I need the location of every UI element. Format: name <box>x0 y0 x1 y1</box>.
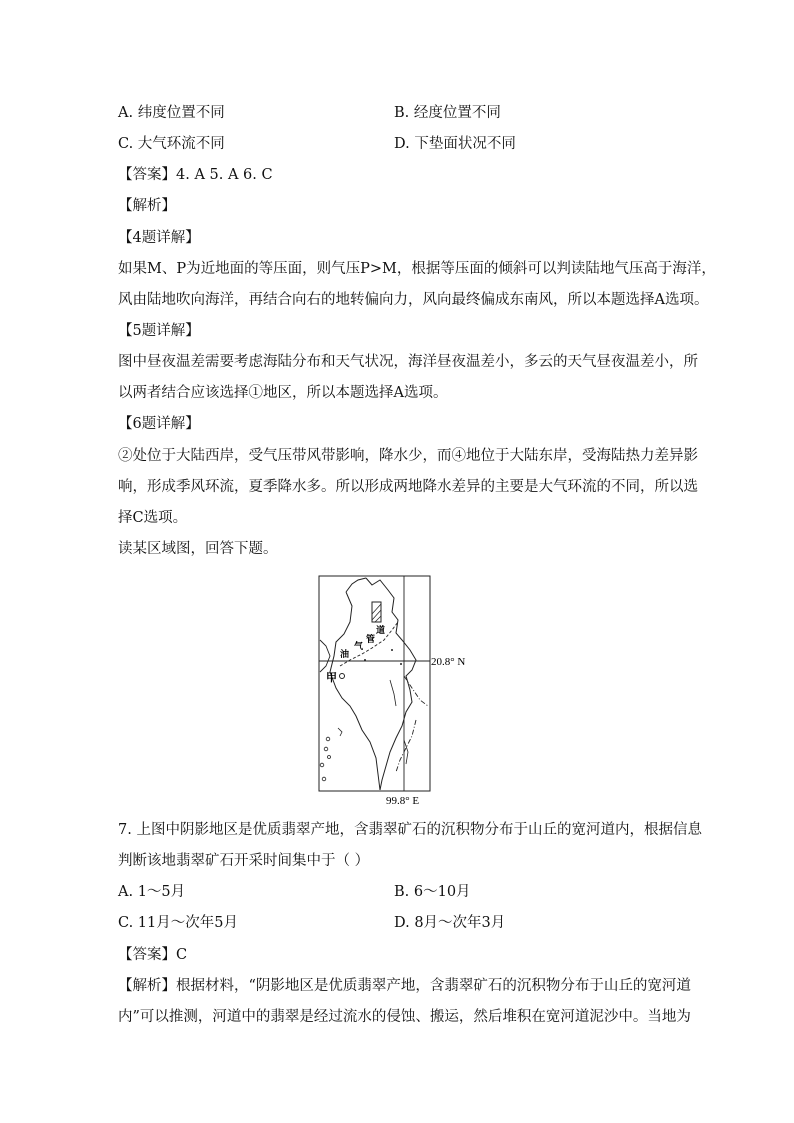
q5-heading: 【5题详解】 <box>118 323 200 339</box>
answer-line: 【答案】4. A 5. A 6. C <box>118 167 273 183</box>
map-intro: 读某区域图，回答下题。 <box>118 541 278 557</box>
option-d: D. 下垫面状况不同 <box>394 136 516 152</box>
river-line <box>390 680 408 764</box>
q6-heading: 【6题详解】 <box>118 416 200 432</box>
q4-text-line-2: 风由陆地吹向海洋，再结合向右的地转偏向力，风向最终偏成东南风，所以本题选择A选项。 <box>118 292 709 308</box>
pipe-char-qi: 气 <box>354 642 364 652</box>
city-jia-marker <box>340 674 345 679</box>
option-b: B. 经度位置不同 <box>394 105 501 121</box>
western-border <box>320 640 330 672</box>
q7-text-line-1: 7. 上图中阴影地区是优质翡翠产地，含翡翠矿石的沉积物分布于山丘的宽河道内，根据信息 <box>118 822 702 838</box>
place-label-jia: 甲 <box>326 671 337 684</box>
eastern-border <box>396 676 428 772</box>
pipe-char-guan: 管 <box>366 635 376 645</box>
q4-text-line-1: 如果M、P为近地面的等压面，则气压P>M，根据等压面的倾斜可以判读陆地气压高于海洋， <box>118 261 716 277</box>
analysis-heading: 【解析】 <box>118 198 176 214</box>
map-dots <box>364 649 402 665</box>
pipe-char-you: 油 <box>340 650 350 660</box>
q6-text-line-3: 择C选项。 <box>118 510 188 526</box>
longitude-label: 99.8° E <box>386 795 420 807</box>
q7-option-a: A. 1～5月 <box>118 884 186 900</box>
q7-analysis-line-1: 【解析】根据材料，“阴影地区是优质翡翠产地，含翡翠矿石的沉积物分布于山丘的宽河道 <box>118 978 691 994</box>
q7-option-d: D. 8月～次年3月 <box>394 915 506 931</box>
q7-answer: 【答案】C <box>118 947 188 963</box>
pipe-char-dao: 道 <box>376 626 386 636</box>
q5-text-line-2: 以两者结合应该选择①地区，所以本题选择A选项。 <box>118 385 448 401</box>
q7-analysis-line-2: 内”可以推测，河道中的翡翠是经过流水的侵蚀、搬运，然后堆积在宽河道泥沙中。当地为 <box>118 1009 691 1025</box>
q7-option-c: C. 11月～次年5月 <box>118 915 238 931</box>
option-a: A. 纬度位置不同 <box>118 105 225 121</box>
q5-text-line-1: 图中昼夜温差需要考虑海陆分布和天气状况，海洋昼夜温差小，多云的天气昼夜温差小，所 <box>118 354 698 370</box>
q6-text-line-2: 响，形成季风环流，夏季降水多。所以形成两地降水差异的主要是大气环流的不同，所以选 <box>118 479 698 495</box>
q7-text-line-2: 判断该地翡翠矿石开采时间集中于（ ） <box>118 853 370 869</box>
q6-text-line-1: ②处位于大陆西岸，受气压带风带影响，降水少，而④地位于大陆东岸，受海陆热力差异影 <box>118 448 698 464</box>
islands <box>320 728 342 781</box>
q7-option-b: B. 6～10月 <box>394 884 471 900</box>
q4-heading: 【4题详解】 <box>118 230 200 246</box>
option-c: C. 大气环流不同 <box>118 136 225 152</box>
latitude-label: 20.8° N <box>431 656 466 668</box>
